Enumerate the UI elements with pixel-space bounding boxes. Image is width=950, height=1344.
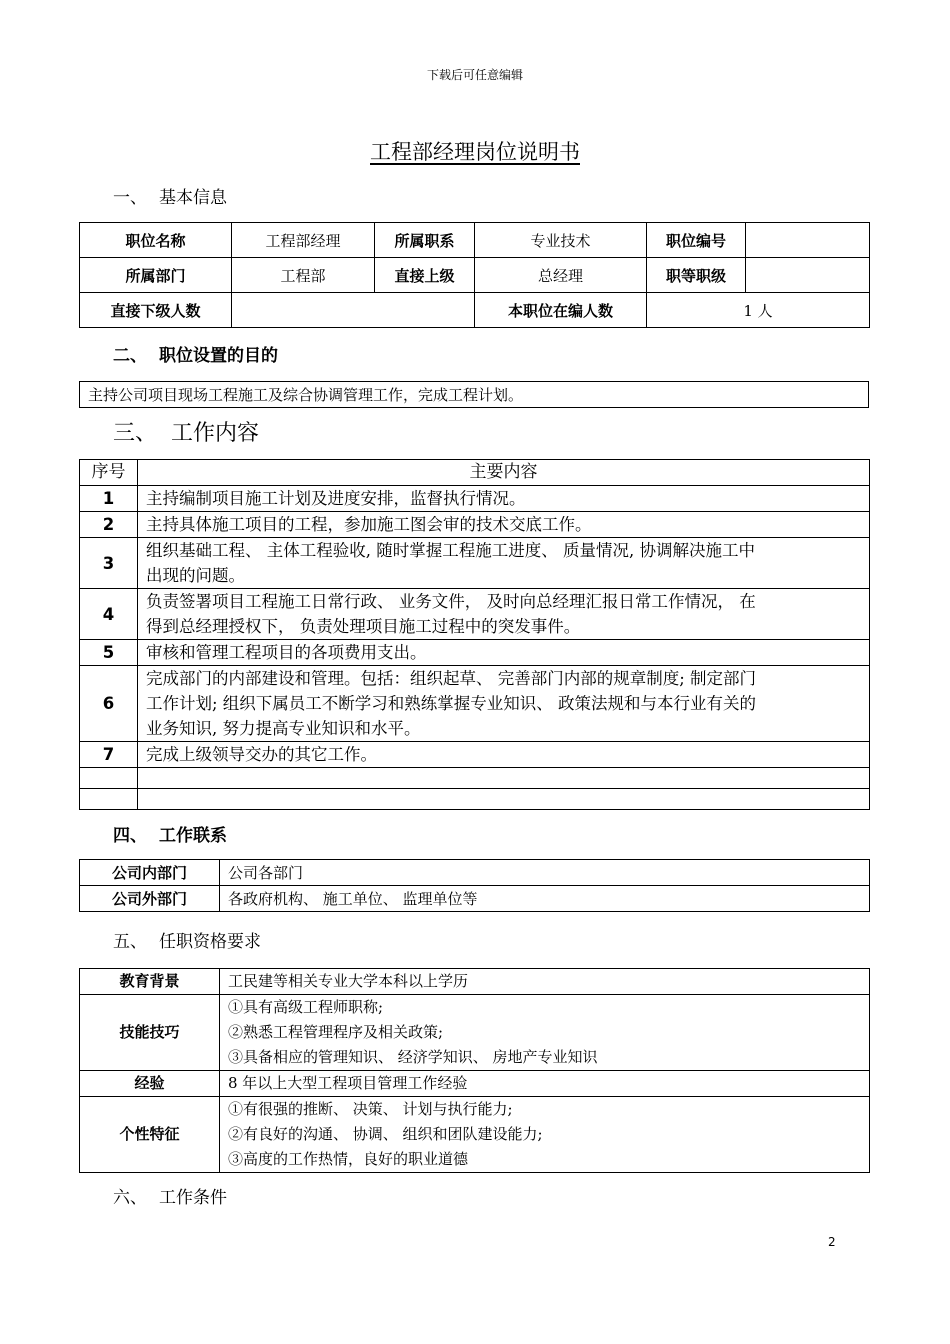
value-superior: 总经理 <box>475 258 647 293</box>
row-content <box>138 486 870 512</box>
value-education: 工民建等相关专业大学本科以上学历 <box>220 969 870 995</box>
value-personality <box>220 1097 870 1173</box>
label-personality: 个性特征 <box>80 1097 220 1173</box>
section-3-heading: 三、 工作内容 <box>113 421 260 446</box>
table-row <box>80 589 870 640</box>
purpose-table <box>79 381 869 408</box>
section-4-heading: 四、 工作联系 <box>113 826 227 846</box>
row-index: 3 <box>80 538 138 589</box>
value-skills <box>220 995 870 1071</box>
table-row <box>80 742 870 768</box>
label-job-family: 所属职系 <box>375 223 475 258</box>
value-position-code <box>746 223 870 258</box>
row-content <box>138 589 870 640</box>
skill-item: ①具有高级工程师职称; <box>228 998 384 1016</box>
row-content-line: 得到总经理授权下， 负责处理项目施工过程中的突发事件。 <box>146 617 581 636</box>
section-2-heading: 二、 职位设置的目的 <box>113 346 278 366</box>
row-content-line: 主持编制项目施工计划及进度安排，监督执行情况。 <box>146 489 526 508</box>
row-content <box>138 742 870 768</box>
row-content-line: 业务知识, 努力提高专业知识和水平。 <box>146 719 421 738</box>
row-content-line: 出现的问题。 <box>146 566 245 585</box>
personality-item: ①有很强的推断、 决策、 计划与执行能力; <box>228 1100 513 1118</box>
section-6-heading: 六、 工作条件 <box>113 1188 227 1208</box>
value-department: 工程部 <box>232 258 375 293</box>
contacts-table <box>79 859 870 912</box>
purpose-text: 主持公司项目现场工程施工及综合协调管理工作，完成工程计划。 <box>80 382 869 408</box>
section-1-heading: 一、 基本信息 <box>113 188 227 208</box>
row-index: 7 <box>80 742 138 768</box>
label-headcount: 本职位在编人数 <box>475 293 647 328</box>
row-content <box>138 666 870 742</box>
empty-cell <box>138 768 870 789</box>
label-subordinates: 直接下级人数 <box>80 293 232 328</box>
value-internal: 公司各部门 <box>220 860 870 886</box>
row-index: 2 <box>80 512 138 538</box>
row-content <box>138 538 870 589</box>
table-row <box>80 666 870 742</box>
label-internal: 公司内部门 <box>80 860 220 886</box>
skill-item: ③具备相应的管理知识、 经济学知识、 房地产专业知识 <box>228 1048 598 1066</box>
document-title: 工程部经理岗位说明书 <box>370 140 580 164</box>
basic-info-table <box>79 222 870 328</box>
value-position-name: 工程部经理 <box>232 223 375 258</box>
label-grade: 职等职级 <box>647 258 746 293</box>
label-external: 公司外部门 <box>80 886 220 912</box>
page-number: 2 <box>828 1235 836 1249</box>
row-content <box>138 640 870 666</box>
label-position-name: 职位名称 <box>80 223 232 258</box>
label-skills: 技能技巧 <box>80 995 220 1071</box>
row-content-line: 工作计划; 组织下属员工不断学习和熟练掌握专业知识、 政策法规和与本行业有关的 <box>146 694 757 713</box>
label-experience: 经验 <box>80 1071 220 1097</box>
empty-row <box>80 768 870 789</box>
row-content-line: 完成部门的内部建设和管理。包括：组织起草、 完善部门内部的规章制度; 制定部门 <box>146 669 757 688</box>
label-position-code: 职位编号 <box>647 223 746 258</box>
header-content: 主要内容 <box>138 460 870 486</box>
label-superior: 直接上级 <box>375 258 475 293</box>
row-index: 4 <box>80 589 138 640</box>
section-5-heading: 五、 任职资格要求 <box>113 932 261 952</box>
table-row <box>80 538 870 589</box>
value-job-family: 专业技术 <box>475 223 647 258</box>
row-content-line: 审核和管理工程项目的各项费用支出。 <box>146 643 427 662</box>
row-content-line: 主持具体施工项目的工程，参加施工图会审的技术交底工作。 <box>146 515 592 534</box>
value-grade <box>746 258 870 293</box>
label-education: 教育背景 <box>80 969 220 995</box>
row-index: 1 <box>80 486 138 512</box>
value-external: 各政府机构、 施工单位、 监理单位等 <box>220 886 870 912</box>
value-headcount: 1 人 <box>647 293 870 328</box>
row-content <box>138 512 870 538</box>
value-experience: 8 年以上大型工程项目管理工作经验 <box>220 1071 870 1097</box>
label-department: 所属部门 <box>80 258 232 293</box>
empty-cell <box>80 789 138 810</box>
empty-cell <box>80 768 138 789</box>
row-content-line: 负责签署项目工程施工日常行政、 业务文件， 及时向总经理汇报日常工作情况， 在 <box>146 592 756 611</box>
skill-item: ②熟悉工程管理程序及相关政策; <box>228 1023 444 1041</box>
table-row <box>80 512 870 538</box>
personality-item: ②有良好的沟通、 协调、 组织和团队建设能力; <box>228 1125 543 1143</box>
qualifications-table <box>79 968 870 1173</box>
value-subordinates <box>232 293 475 328</box>
empty-row <box>80 789 870 810</box>
table-row <box>80 640 870 666</box>
empty-cell <box>138 789 870 810</box>
header-note: 下载后可任意编辑 <box>426 68 523 82</box>
header-index: 序号 <box>80 460 138 486</box>
personality-item: ③高度的工作热情，良好的职业道德 <box>228 1150 469 1168</box>
row-content-line: 组织基础工程、 主体工程验收, 随时掌握工程施工进度、 质量情况, 协调解决施工中 <box>146 541 755 560</box>
work-content-table <box>79 459 870 810</box>
row-index: 6 <box>80 666 138 742</box>
row-index: 5 <box>80 640 138 666</box>
row-content-line: 完成上级领导交办的其它工作。 <box>146 745 377 764</box>
table-row <box>80 486 870 512</box>
